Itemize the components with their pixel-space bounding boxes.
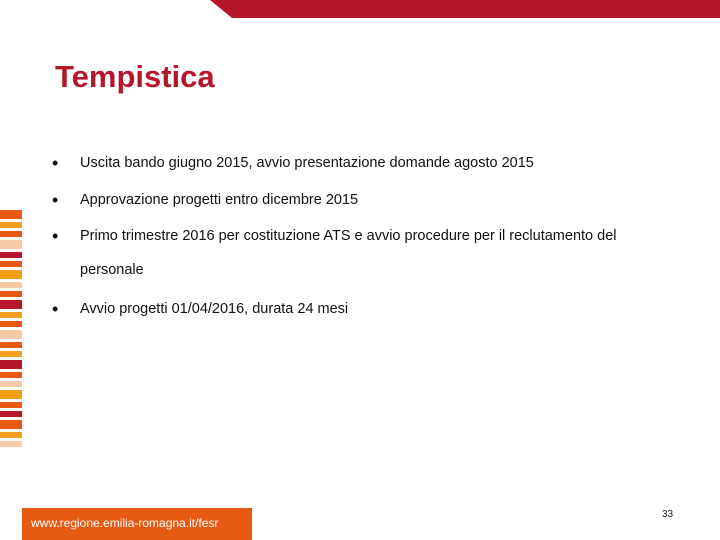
stripe xyxy=(0,261,22,267)
stripe xyxy=(0,282,22,288)
bullet-dot-icon: • xyxy=(52,299,59,319)
bullet-item xyxy=(52,291,672,328)
bullet-text: Avvio progetti 01/04/2016, durata 24 mesi xyxy=(80,301,349,317)
bullet-text: Approvazione progetti entro dicembre 2015 xyxy=(80,192,359,208)
page-number: 33 xyxy=(662,509,674,520)
footer-url: www.regione.emilia-romagna.it/fesr xyxy=(31,516,219,530)
bullet-text: Primo trimestre 2016 per costituzione ATS e avvio procedure per il reclutamento del personale xyxy=(80,228,617,278)
stripe xyxy=(0,342,22,348)
stripe xyxy=(0,210,22,219)
stripe xyxy=(0,381,22,387)
stripe xyxy=(0,270,22,279)
bullet-dot-icon: • xyxy=(52,226,59,246)
top-red-banner xyxy=(0,0,720,20)
stripe xyxy=(0,372,22,378)
stripe xyxy=(0,330,22,339)
stripe xyxy=(0,252,22,258)
stripe xyxy=(0,312,22,318)
stripe xyxy=(0,420,22,429)
stripe xyxy=(0,432,22,438)
stripe xyxy=(0,360,22,369)
bullet-dot-icon: • xyxy=(52,153,59,173)
bullet-text: Uscita bando giugno 2015, avvio presentazione domande agosto 2015 xyxy=(80,155,534,171)
stripe xyxy=(0,291,22,297)
stripe xyxy=(0,411,22,417)
stripe xyxy=(0,351,22,357)
bullet-dot-icon: • xyxy=(52,190,59,210)
stripe xyxy=(0,441,22,447)
slide-title: Tempistica xyxy=(55,59,215,94)
stripe xyxy=(0,231,22,237)
stripe xyxy=(0,300,22,309)
stripe xyxy=(0,390,22,399)
stripe xyxy=(0,402,22,408)
stripe xyxy=(0,222,22,228)
bullet-item xyxy=(52,182,672,219)
bullet-item xyxy=(52,145,672,182)
bullet-item xyxy=(52,219,672,287)
stripe xyxy=(0,321,22,327)
bullet-list xyxy=(52,145,672,328)
decorative-side-stripes xyxy=(0,210,22,510)
stripe xyxy=(0,240,22,249)
